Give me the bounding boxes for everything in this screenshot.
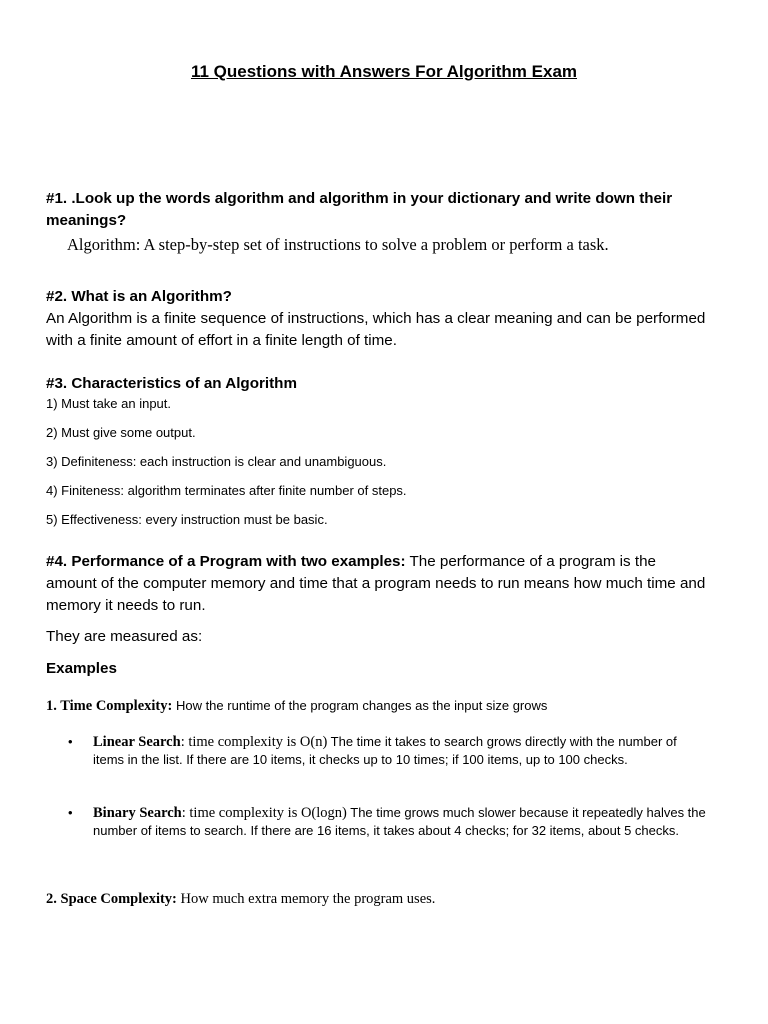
time-complexity-label: 1. Time Complexity: bbox=[46, 698, 173, 714]
binary-search-label: Binary Search bbox=[93, 805, 182, 821]
binary-search-desc: The time grows much slower because it repeatedly halves the number of items to search. If there are 16 items, it takes about 4 checks; for 32 items, about 5 checks. bbox=[93, 805, 706, 838]
space-complexity-desc: How much extra memory the program uses. bbox=[176, 891, 436, 907]
binary-search-complexity: : time complexity is O(logn) bbox=[181, 805, 347, 821]
bullet-dot: • bbox=[68, 734, 73, 749]
examples-heading: Examples bbox=[46, 660, 117, 677]
space-complexity-label: 2. Space Complexity: bbox=[46, 891, 177, 907]
linear-search-complexity: : time complexity is O(n) bbox=[180, 734, 328, 750]
bullet-dot: • bbox=[68, 805, 73, 820]
page-title: 11 Questions with Answers For Algorithm Exam bbox=[190, 62, 578, 81]
list-item: 4) Finiteness: algorithm terminates after finite number of steps. bbox=[46, 483, 407, 498]
linear-search-desc: The time it takes to search grows directly with the number of items in the list. If there are 10 items, it checks up to 10 times; if 100 items, up to 100 checks. bbox=[93, 734, 677, 767]
time-complexity-desc: How the runtime of the program changes as the input size grows bbox=[172, 698, 548, 713]
question-4-text: The performance of a program is the amount of the computer memory and time that a program needs to run means how much time and memory it needs to run. bbox=[46, 553, 706, 614]
space-complexity-line bbox=[46, 890, 435, 908]
bullet-linear-search bbox=[93, 733, 709, 769]
list-item: 5) Effectiveness: every instruction must be basic. bbox=[46, 512, 328, 527]
list-item: 1) Must take an input. bbox=[46, 396, 172, 411]
question-4-paragraph bbox=[46, 551, 706, 617]
measured-text: They are measured as: bbox=[46, 628, 203, 645]
list-item: 2) Must give some output. bbox=[46, 425, 196, 440]
linear-search-label: Linear Search bbox=[93, 734, 181, 750]
question-2-heading: #2. What is an Algorithm? bbox=[46, 288, 232, 305]
bullet-binary-search bbox=[93, 804, 709, 840]
question-1-answer: Algorithm: A step-by-step set of instructions to solve a problem or perform a task. bbox=[67, 235, 609, 254]
question-4-heading: #4. Performance of a Program with two examples: bbox=[46, 553, 406, 570]
list-item: 3) Definiteness: each instruction is clear and unambiguous. bbox=[46, 454, 387, 469]
question-1-heading: #1. .Look up the words algorithm and algorithm in your dictionary and write down their meanings? bbox=[46, 190, 673, 229]
question-3-heading: #3. Characteristics of an Algorithm bbox=[46, 375, 297, 392]
question-2-answer: An Algorithm is a finite sequence of instructions, which has a clear meaning and can be performed with a finite amount of effort in a finite length of time. bbox=[46, 310, 706, 349]
time-complexity-line bbox=[46, 697, 547, 715]
